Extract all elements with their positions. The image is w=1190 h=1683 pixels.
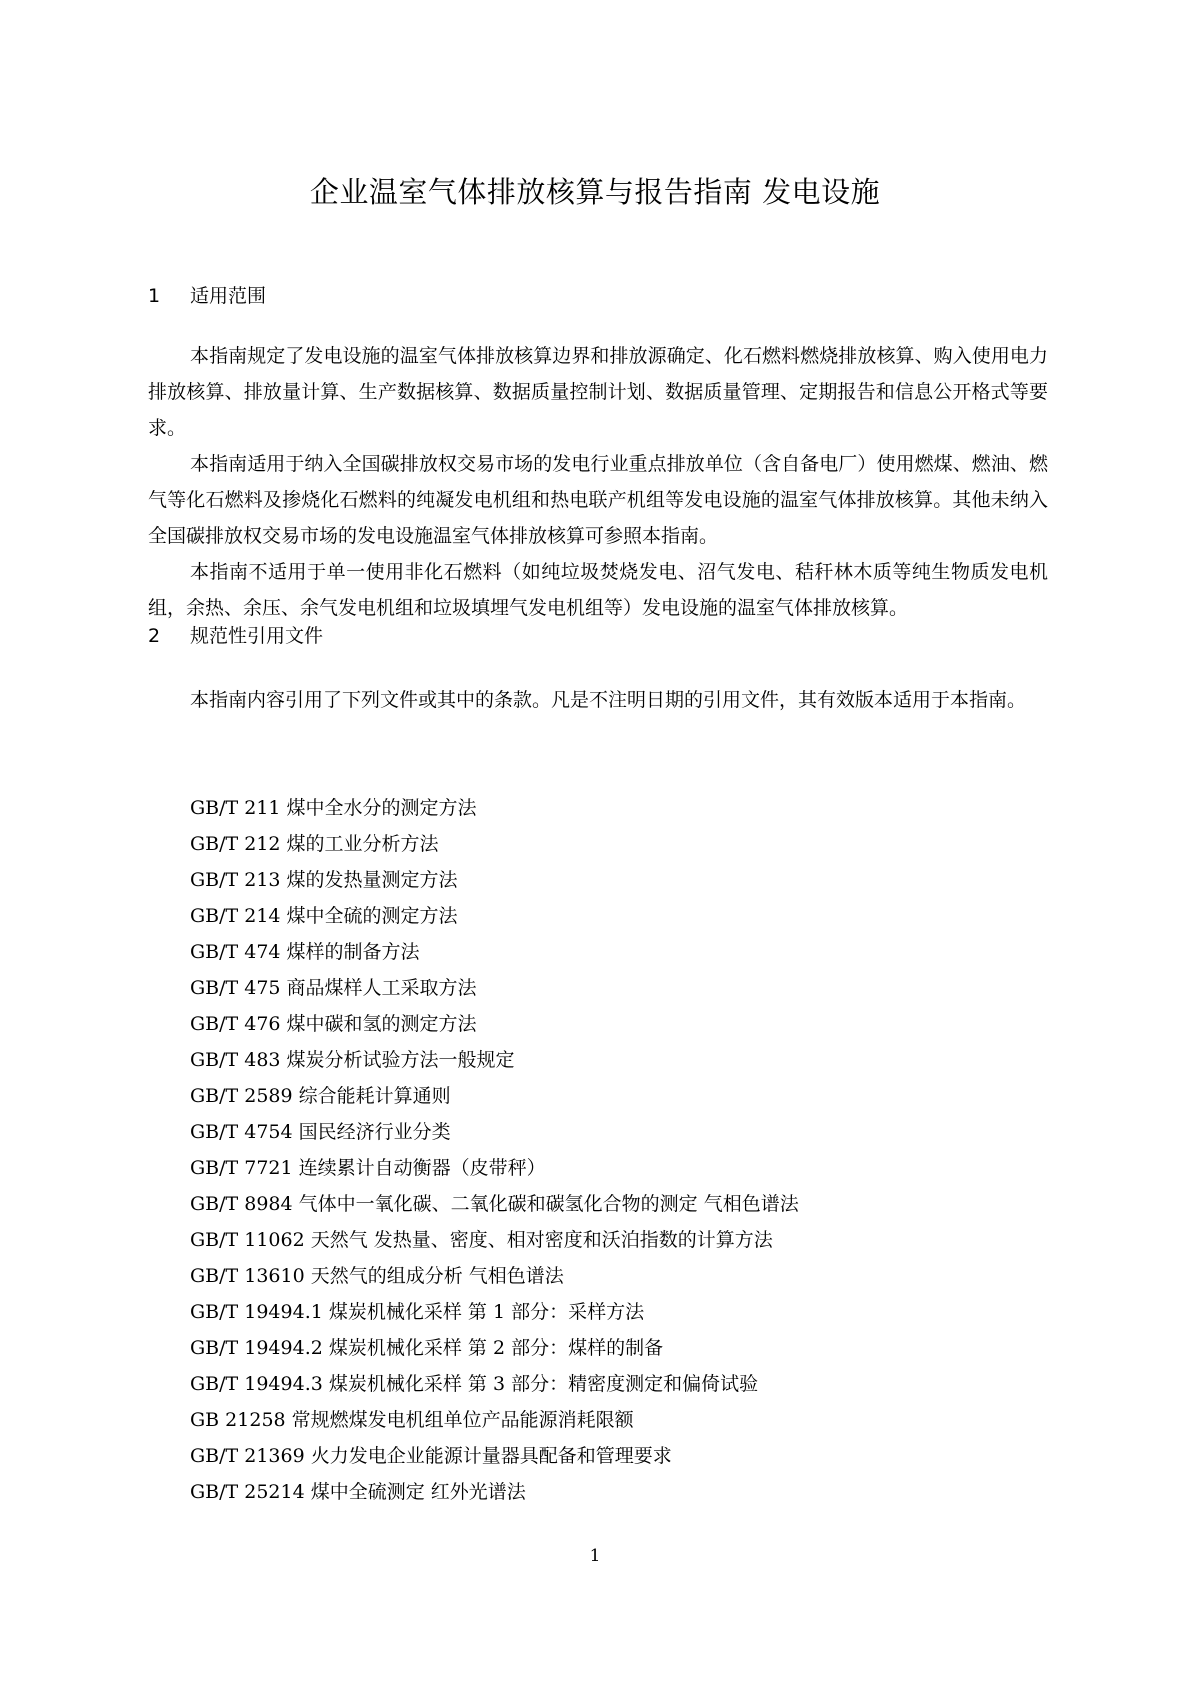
reference-item: GB/T 8984 气体中一氧化碳、二氧化碳和碳氢化合物的测定 气相色谱法: [190, 1193, 799, 1215]
reference-item: GB 21258 常规燃煤发电机组单位产品能源消耗限额: [190, 1409, 634, 1431]
reference-item: GB/T 474 煤样的制备方法: [190, 941, 420, 963]
reference-item: GB/T 19494.3 煤炭机械化采样 第 3 部分：精密度测定和偏倚试验: [190, 1373, 759, 1395]
reference-item: GB/T 25214 煤中全硫测定 红外光谱法: [190, 1481, 526, 1503]
section-title: 规范性引用文件: [190, 625, 324, 647]
reference-item: GB/T 213 煤的发热量测定方法: [190, 869, 458, 891]
reference-item: GB/T 21369 火力发电企业能源计量器具配备和管理要求: [190, 1445, 672, 1467]
reference-item: GB/T 211 煤中全水分的测定方法: [190, 797, 477, 819]
reference-item: GB/T 19494.1 煤炭机械化采样 第 1 部分：采样方法: [190, 1301, 645, 1323]
paragraph-scope-exclusion: 本指南不适用于单一使用非化石燃料（如纯垃圾焚烧发电、沼气发电、秸秆林木质等纯生物质发电机组，余热、余压、余气发电机组和垃圾填埋气发电机组等）发电设施的温室气体排放核算。: [148, 561, 1048, 619]
reference-item: GB/T 475 商品煤样人工采取方法: [190, 977, 477, 999]
reference-item: GB/T 2589 综合能耗计算通则: [190, 1085, 451, 1107]
paragraph-scope-content: 本指南规定了发电设施的温室气体排放核算边界和排放源确定、化石燃料燃烧排放核算、购入使用电力排放核算、排放量计算、生产数据核算、数据质量控制计划、数据质量管理、定期报告和信息公开格式等要求。: [148, 345, 1048, 439]
reference-item: GB/T 214 煤中全硫的测定方法: [190, 905, 458, 927]
reference-item: GB/T 476 煤中碳和氢的测定方法: [190, 1013, 477, 1035]
reference-list: [190, 790, 799, 1510]
reference-item: GB/T 212 煤的工业分析方法: [190, 833, 439, 855]
section-title: 适用范围: [190, 285, 267, 307]
reference-item: GB/T 7721 连续累计自动衡器（皮带秤）: [190, 1157, 546, 1179]
paragraph-scope-applicability: 本指南适用于纳入全国碳排放权交易市场的发电行业重点排放单位（含自备电厂）使用燃煤、燃油、燃气等化石燃料及掺烧化石燃料的纯凝发电机组和热电联产机组等发电设施的温室气体排放核算。其他未纳入全国碳排放权交易市场的发电设施温室气体排放核算可参照本指南。: [148, 453, 1048, 547]
reference-item: GB/T 19494.2 煤炭机械化采样 第 2 部分：煤样的制备: [190, 1337, 664, 1359]
section-heading-scope: [148, 282, 266, 310]
section-number: 2: [148, 625, 161, 647]
document-title: 企业温室气体排放核算与报告指南 发电设施: [309, 175, 881, 209]
reference-item: GB/T 11062 天然气 发热量、密度、相对密度和沃泊指数的计算方法: [190, 1229, 773, 1251]
reference-item: GB/T 13610 天然气的组成分析 气相色谱法: [190, 1265, 564, 1287]
paragraph-references-intro: 本指南内容引用了下列文件或其中的条款。凡是不注明日期的引用文件，其有效版本适用于本指南。: [190, 689, 1027, 711]
section-heading-references: [148, 622, 323, 650]
section-number: 1: [148, 285, 161, 307]
reference-item: GB/T 4754 国民经济行业分类: [190, 1121, 451, 1143]
page-number: 1: [589, 1546, 601, 1566]
reference-item: GB/T 483 煤炭分析试验方法一般规定: [190, 1049, 515, 1071]
